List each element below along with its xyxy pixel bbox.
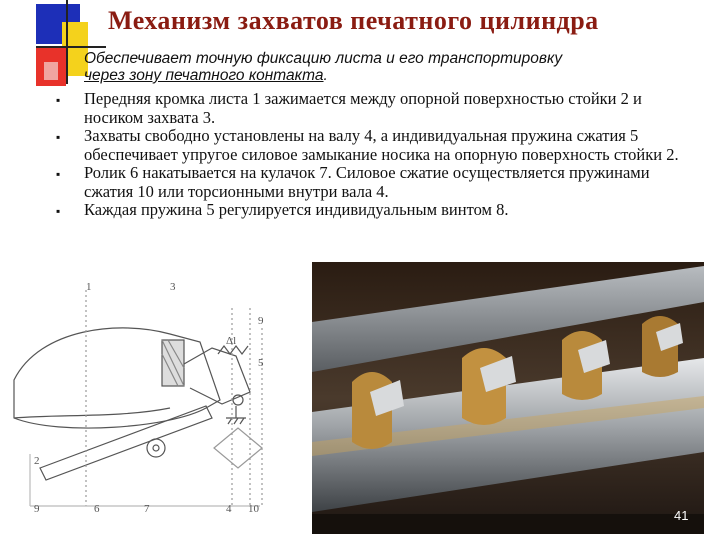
bullet-item [52,90,702,127]
label-7: 7 [144,503,150,515]
page-number: 41 [674,508,689,523]
label-delta-l: Δl [226,335,237,347]
subtitle-end: . [323,67,328,84]
gripper-photo [312,262,704,534]
slide-title: Механизм захватов печатного цилиндра [108,6,599,35]
bullet-item [52,164,702,201]
gripper-mechanism-diagram [0,268,312,540]
bullet-item [52,127,702,164]
deco-horizontal-line [36,46,106,48]
label-4: 4 [226,503,232,515]
bullet-item [52,201,702,220]
label-9-bottom: 9 [34,503,40,515]
label-9-top: 9 [258,315,264,327]
label-2: 2 [34,455,40,467]
bullet-text: Захваты свободно установлены на валу 4, а индивидуальная пружина сжатия 5 обеспечивает упругое силовое замыкание носика на опорную поверхность стойки 2. [84,126,679,164]
bullet-text: Ролик 6 накатывается на кулачок 7. Силовое сжатие осуществляется пружинами сжатия 10 или торсионными внутри вала 4. [84,163,650,201]
bullet-marker: ▪ [56,204,61,218]
deco-pink-block [44,62,58,80]
subtitle-tail: через зону печатного контакта [84,67,324,84]
bullet-text: Каждая пружина 5 регулируется индивидуальным винтом 8. [84,200,509,219]
bullet-text: Передняя кромка листа 1 зажимается между опорной поверхностью стойки 2 и носиком захвата 3. [84,89,642,127]
bullet-list [52,90,702,220]
bullet-marker: ▪ [56,167,61,181]
subtitle-lead: Обеспечивает точную фиксацию листа и его транспортировку [84,50,563,67]
label-10: 10 [248,503,259,515]
slide-subtitle [84,50,704,84]
deco-vertical-line [66,0,68,84]
bullet-marker: ▪ [56,130,61,144]
label-1: 1 [86,281,92,293]
label-6: 6 [94,503,100,515]
bullet-marker: ▪ [56,93,61,107]
label-5: 5 [258,357,264,369]
label-3: 3 [170,281,176,293]
